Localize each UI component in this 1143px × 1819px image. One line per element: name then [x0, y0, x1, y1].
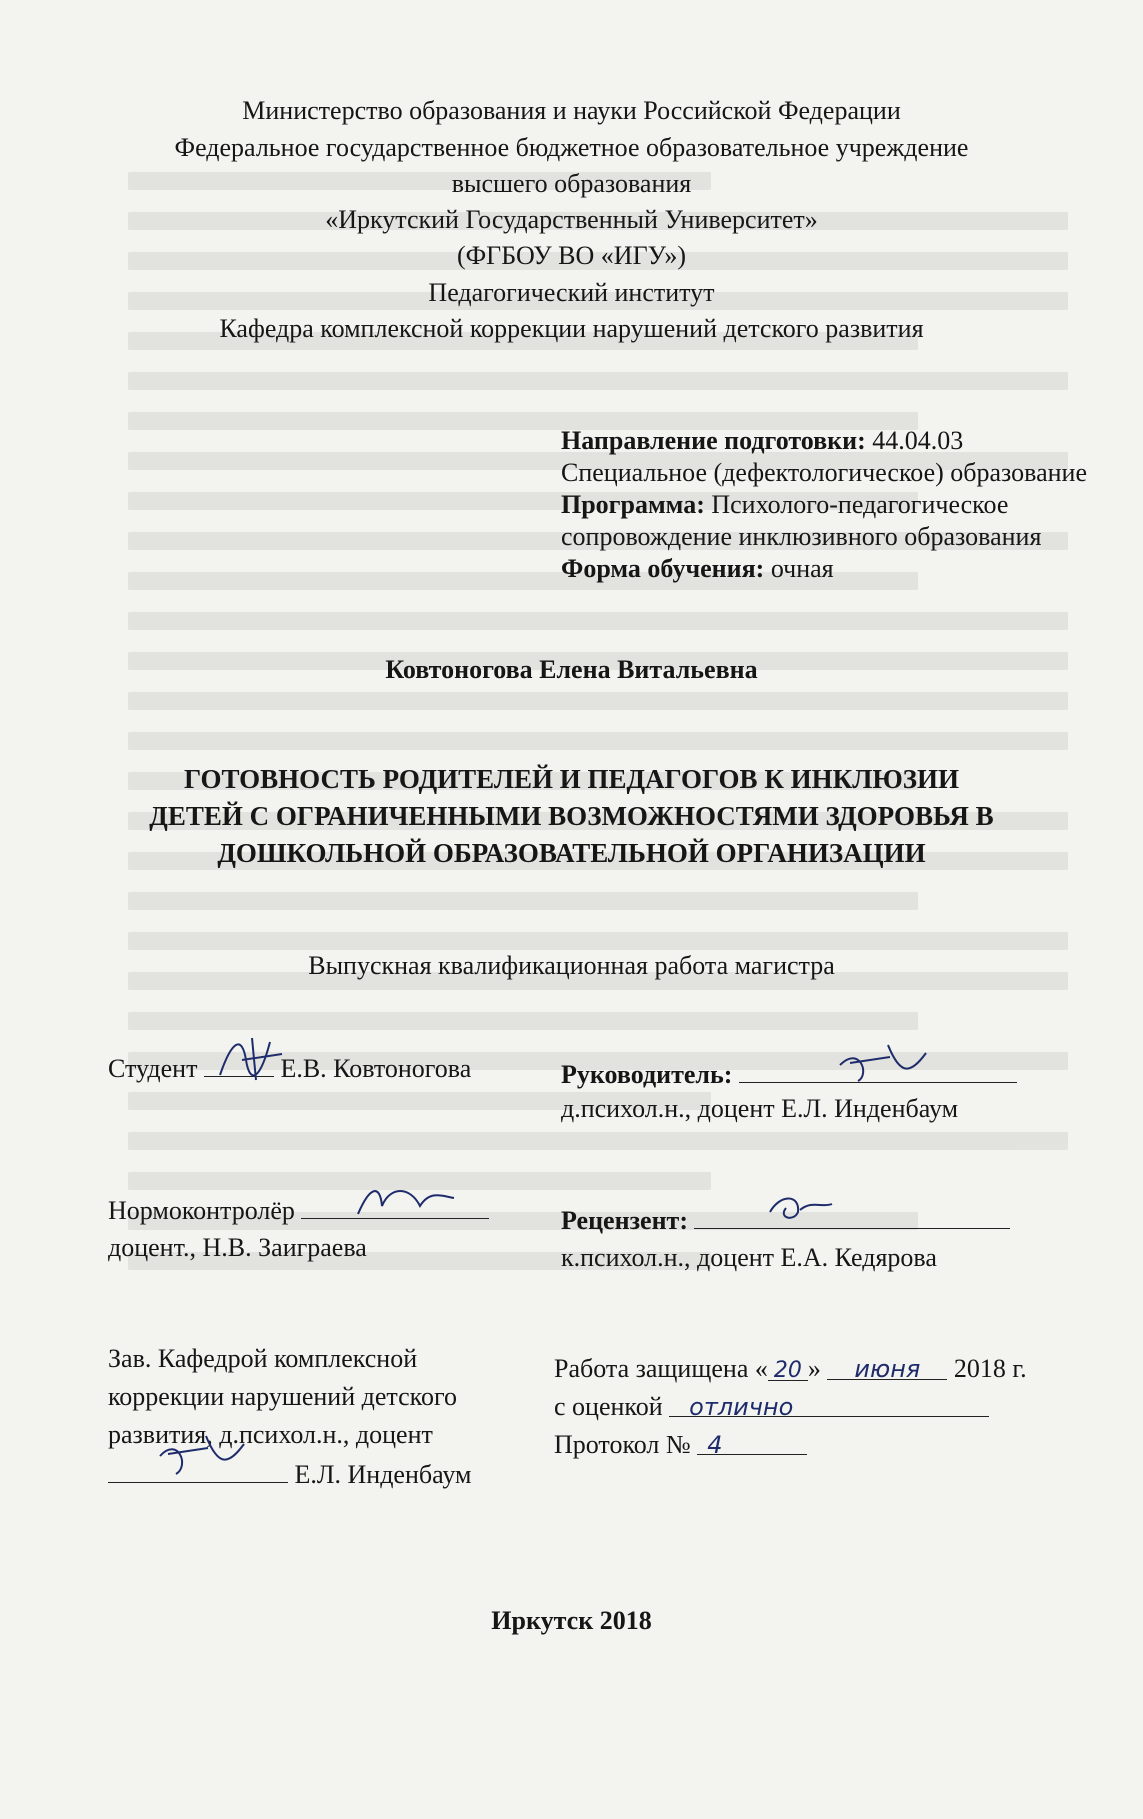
- institute-name: Педагогический институт: [428, 278, 715, 307]
- grade-line: [554, 1390, 989, 1423]
- supervisor-line: [561, 1056, 1017, 1091]
- reviewer-name: к.психол.н., доцент Е.А. Кедярова: [561, 1243, 937, 1272]
- defended-line: [554, 1352, 1027, 1385]
- education-level-line: высшего образования: [451, 169, 692, 198]
- protocol-label: Протокол №: [554, 1430, 691, 1459]
- ministry-line: Министерство образования и науки Российской Федерации: [242, 96, 901, 125]
- work-type: Выпускная квалификационная работа магистра: [308, 951, 835, 980]
- head-title-line-2: коррекции нарушений детского: [108, 1382, 457, 1411]
- head-signature-underline: [108, 1456, 288, 1483]
- program-line: [561, 488, 1008, 521]
- form-line: [561, 552, 834, 585]
- defended-quote-close: »: [807, 1354, 821, 1383]
- head-signature-line: [108, 1456, 471, 1491]
- grade-value: отлично: [669, 1391, 989, 1417]
- supervisor-label: Руководитель:: [561, 1060, 733, 1089]
- student-line: [108, 1050, 471, 1085]
- defended-prefix: Работа защищена «: [554, 1354, 768, 1383]
- form-value: очная: [770, 554, 834, 583]
- thesis-title-line-1: ГОТОВНОСТЬ РОДИТЕЛЕЙ И ПЕДАГОГОВ К ИНКЛЮЗИИ: [183, 764, 959, 794]
- supervisor-signature-line: [739, 1056, 1017, 1083]
- city-year: Иркутск 2018: [491, 1606, 652, 1635]
- student-signature-line: [204, 1050, 274, 1077]
- defended-month: июня: [827, 1353, 947, 1380]
- reviewer-signature-line: [694, 1202, 1010, 1229]
- head-title-line-3: развития, д.психол.н., доцент: [108, 1420, 433, 1449]
- defended-year: 2018 г.: [953, 1354, 1027, 1383]
- head-title-line-1: Зав. Кафедрой комплексной: [108, 1344, 418, 1373]
- normcontrol-name: доцент., Н.В. Заиграева: [108, 1233, 367, 1262]
- supervisor-name: д.психол.н., доцент Е.Л. Инденбаум: [561, 1094, 959, 1123]
- institution-type-line: Федеральное государственное бюджетное образовательное учреждение: [174, 133, 969, 162]
- author-name: Ковтоногова Елена Витальевна: [385, 655, 758, 684]
- thesis-title-line-2: ДЕТЕЙ С ОГРАНИЧЕННЫМИ ВОЗМОЖНОСТЯМИ ЗДОРОВЬЯ В: [149, 801, 994, 831]
- normcontrol-line: [108, 1192, 489, 1227]
- grade-label: с оценкой: [554, 1392, 663, 1421]
- university-abbr: (ФГБОУ ВО «ИГУ»): [456, 241, 687, 270]
- department-name: Кафедра комплексной коррекции нарушений детского развития: [219, 314, 924, 343]
- program-label: Программа:: [561, 490, 705, 519]
- student-label: Студент: [108, 1054, 198, 1083]
- form-label: Форма обучения:: [561, 554, 765, 583]
- direction-name: Специальное (дефектологическое) образование: [561, 458, 1088, 487]
- direction-line: [561, 424, 963, 457]
- head-name: Е.Л. Инденбаум: [294, 1460, 472, 1489]
- direction-label: Направление подготовки:: [561, 426, 866, 455]
- university-name: «Иркутский Государственный Университет»: [325, 205, 818, 234]
- reviewer-line: [561, 1202, 1010, 1237]
- normcontrol-label: Нормоконтролёр: [108, 1196, 295, 1225]
- defended-day: 20: [768, 1354, 808, 1381]
- reviewer-label: Рецензент:: [561, 1206, 688, 1235]
- direction-code: 44.04.03: [872, 426, 964, 455]
- program-name-continued: сопровождение инклюзивного образования: [561, 522, 1042, 551]
- thesis-title-line-3: ДОШКОЛЬНОЙ ОБРАЗОВАТЕЛЬНОЙ ОРГАНИЗАЦИИ: [217, 838, 926, 868]
- protocol-value: 4: [697, 1429, 807, 1455]
- normcontrol-signature-line: [301, 1192, 489, 1219]
- protocol-line: [554, 1428, 807, 1461]
- student-name: Е.В. Ковтоногова: [280, 1054, 472, 1083]
- program-name: Психолого-педагогическое: [711, 490, 1009, 519]
